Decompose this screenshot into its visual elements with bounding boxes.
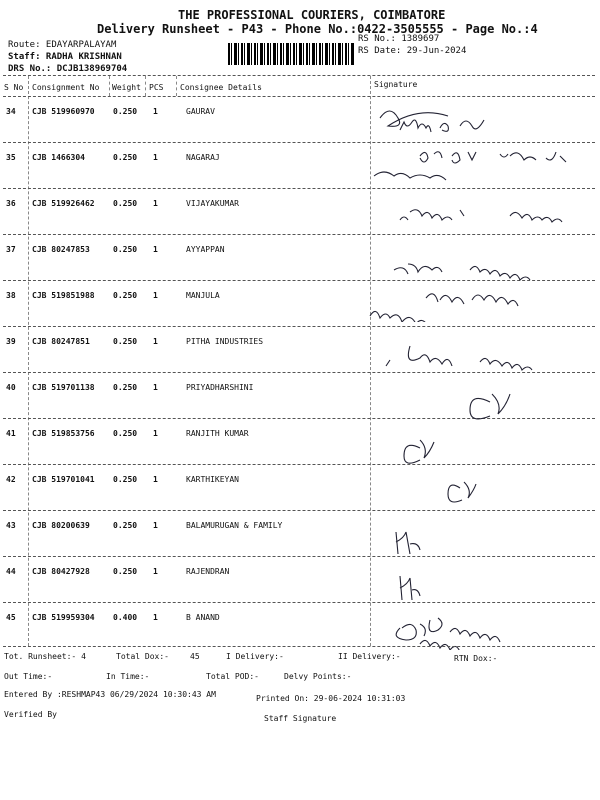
signature-handwriting: [360, 428, 592, 468]
row-sno: 36: [6, 199, 16, 208]
row-sno: 44: [6, 567, 16, 576]
signature-handwriting: [360, 100, 592, 140]
rs-date: RS Date: 29-Jun-2024: [358, 46, 467, 56]
row-consignment-no: CJB 519701138: [32, 383, 95, 392]
row-pcs: 1: [153, 613, 158, 622]
row-consignment-no: CJB 519960970: [32, 107, 95, 116]
row-pcs: 1: [153, 153, 158, 162]
row-consignment-no: CJB 519959304: [32, 613, 95, 622]
row-divider: [3, 234, 595, 235]
row-sno: 42: [6, 475, 16, 484]
row-weight: 0.250: [113, 429, 138, 438]
column-divider: [109, 76, 110, 96]
row-weight: 0.250: [113, 245, 138, 254]
row-consignment-no: CJB 80427928: [32, 567, 90, 576]
col-consignment: Consignment No: [32, 83, 100, 92]
i-delivery: I Delivery:-: [226, 652, 284, 661]
runsheet-title: Delivery Runsheet - P43 - Phone No.:0422-3505555 - Page No.:4: [97, 22, 538, 36]
entered-by: Entered By :RESHMAP43 06/29/2024 10:30:43 AM: [4, 690, 216, 699]
signature-handwriting: [360, 566, 592, 606]
divider: [3, 646, 595, 647]
row-pcs: 1: [153, 199, 158, 208]
staff-label: Staff: RADHA KRISHNAN: [8, 52, 122, 62]
row-sno: 43: [6, 521, 16, 530]
signature-handwriting: [360, 470, 592, 510]
row-consignee: VIJAYAKUMAR: [186, 199, 239, 208]
ii-delivery: II Delivery:-: [338, 652, 401, 661]
signature-handwriting: [360, 282, 592, 322]
row-consignee: RAJENDRAN: [186, 567, 230, 576]
signature-handwriting: [360, 384, 592, 424]
row-consignee: AYYAPPAN: [186, 245, 225, 254]
total-dox-value: 45: [190, 652, 200, 661]
staff-signature: Staff Signature: [264, 714, 337, 723]
divider: [3, 75, 595, 76]
row-pcs: 1: [153, 245, 158, 254]
signature-handwriting: [360, 192, 592, 232]
column-divider: [145, 76, 146, 96]
row-weight: 0.250: [113, 383, 138, 392]
column-divider: [176, 76, 177, 96]
printed-on: Printed On: 29-06-2024 10:31:03: [256, 694, 406, 703]
row-consignment-no: CJB 519926462: [32, 199, 95, 208]
row-sno: 37: [6, 245, 16, 254]
row-weight: 0.250: [113, 567, 138, 576]
row-weight: 0.250: [113, 475, 138, 484]
row-consignee: MANJULA: [186, 291, 220, 300]
row-weight: 0.400: [113, 613, 138, 622]
row-consignee: KARTHIKEYAN: [186, 475, 239, 484]
row-consignment-no: CJB 519853756: [32, 429, 95, 438]
row-divider: [3, 326, 595, 327]
drs-label: DRS No.: DCJB138969704: [8, 64, 128, 74]
row-divider: [3, 142, 595, 143]
row-consignee: RANJITH KUMAR: [186, 429, 249, 438]
total-dox-label: Total Dox:-: [116, 652, 169, 661]
row-consignment-no: CJB 80247851: [32, 337, 90, 346]
row-pcs: 1: [153, 475, 158, 484]
col-pcs: PCS: [149, 83, 164, 92]
row-sno: 41: [6, 429, 16, 438]
col-signature: Signature: [374, 80, 418, 89]
tot-runsheet: Tot. Runsheet:- 4: [4, 652, 86, 661]
row-pcs: 1: [153, 291, 158, 300]
row-sno: 45: [6, 613, 16, 622]
col-weight: Weight: [112, 83, 141, 92]
row-consignee: PITHA INDUSTRIES: [186, 337, 264, 346]
signature-handwriting: [360, 144, 592, 184]
signature-handwriting: [360, 340, 592, 380]
row-pcs: 1: [153, 567, 158, 576]
row-consignee: PRIYADHARSHINI: [186, 383, 254, 392]
verified-by: Verified By: [4, 710, 57, 719]
in-time: In Time:-: [106, 672, 150, 681]
route-label: Route: EDAYARPALAYAM: [8, 40, 117, 50]
row-weight: 0.250: [113, 291, 138, 300]
col-consignee: Consignee Details: [180, 83, 262, 92]
row-pcs: 1: [153, 383, 158, 392]
row-consignee: GAURAV: [186, 107, 215, 116]
total-pod: Total POD:-: [206, 672, 259, 681]
row-consignment-no: CJB 519851988: [32, 291, 95, 300]
column-divider: [28, 76, 29, 646]
signature-handwriting: [360, 610, 592, 650]
row-pcs: 1: [153, 107, 158, 116]
row-weight: 0.250: [113, 107, 138, 116]
row-divider: [3, 188, 595, 189]
row-sno: 38: [6, 291, 16, 300]
row-sno: 39: [6, 337, 16, 346]
col-sno: S No: [4, 83, 24, 92]
delvy-points: Delvy Points:-: [284, 672, 352, 681]
row-consignment-no: CJB 519701041: [32, 475, 95, 484]
rtn-dox: RTN Dox:-: [454, 654, 498, 663]
row-weight: 0.250: [113, 153, 138, 162]
rs-no: RS No.: 1389697: [358, 34, 440, 44]
row-weight: 0.250: [113, 521, 138, 530]
row-consignment-no: CJB 80200639: [32, 521, 90, 530]
row-sno: 40: [6, 383, 16, 392]
row-pcs: 1: [153, 429, 158, 438]
row-weight: 0.250: [113, 337, 138, 346]
company-title: THE PROFESSIONAL COURIERS, COIMBATORE: [178, 8, 446, 22]
row-pcs: 1: [153, 337, 158, 346]
row-sno: 35: [6, 153, 16, 162]
barcode: [228, 43, 354, 65]
row-sno: 34: [6, 107, 16, 116]
row-divider: [3, 510, 595, 511]
row-consignment-no: CJB 80247853: [32, 245, 90, 254]
row-consignment-no: CJB 1466304: [32, 153, 85, 162]
row-consignee: BALAMURUGAN & FAMILY: [186, 521, 283, 530]
out-time: Out Time:-: [4, 672, 53, 681]
row-weight: 0.250: [113, 199, 138, 208]
divider: [3, 96, 595, 97]
row-pcs: 1: [153, 521, 158, 530]
row-consignee: B ANAND: [186, 613, 220, 622]
signature-handwriting: [360, 520, 592, 560]
row-consignee: NAGARAJ: [186, 153, 220, 162]
